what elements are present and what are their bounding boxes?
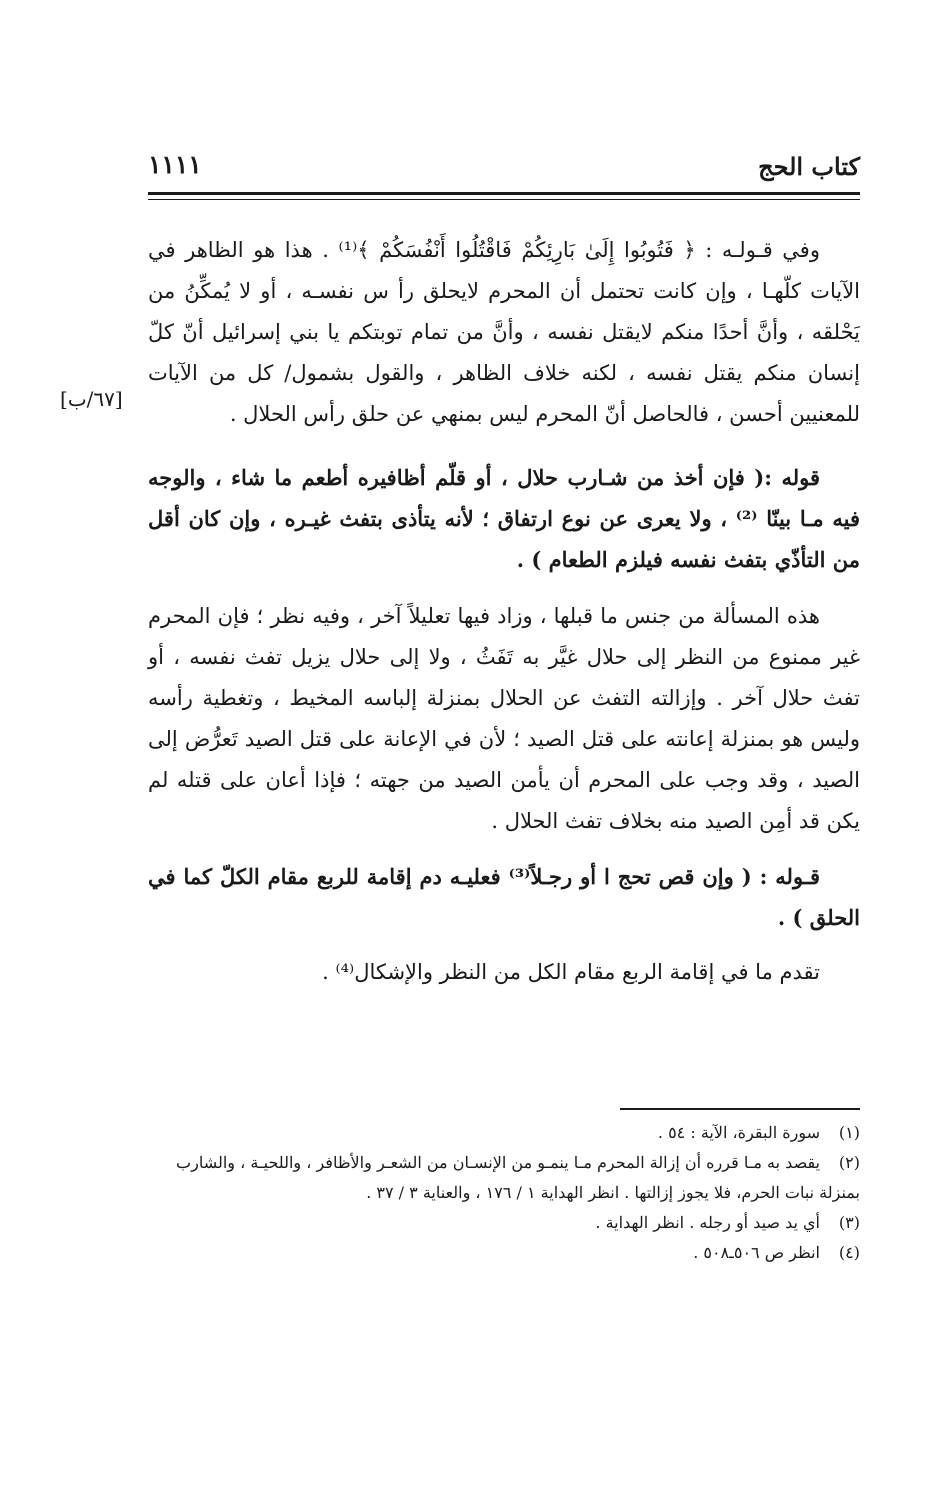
footnote-number: (٢) bbox=[838, 1153, 860, 1172]
paragraph-commentary-1: وفي قـولـه : ﴿ فَتُوبُوا إِلَىٰ بَارِئِكُمْ فَاقْتُلُوا أَنْفُسَكُمْ ﴾⁽¹⁾ . هذا هو الظاهر في الآيات كلّهـا ، وإن كانت تحتمل أن المحرم لايحلق رأ س نفسـه ، أو لا يُمكِّنُ من يَحْلقه ، وأنَّ أحدًا منكم لايقتل نفسه ، وأنَّ من تمام توبتكم يا بني إسرائيل أنّ كلّ إنسان منكم يقتل نفسه ، لكنه خلاف الظاهر ، والقول بشمول/ كل من الآيات للمعنيين أحسن ، فالحاصل أنّ المحرم ليس بمنهي عن حلق رأس الحلال . bbox=[148, 238, 860, 426]
footnote-separator bbox=[620, 1108, 860, 1110]
paragraph-commentary-2: هذه المسألة من جنس ما قبلها ، وزاد فيها تعليلاً آخر ، وفيه نظر ؛ فإن المحرم غير ممنوع من النظر إلى حلال غيَّر به تَفَثُ ، ولا إلى حلال يزيل تفث نفسه ، أو تفث حلال آخر . وإزالته التفث عن الحلال بمنزلة إلباسه المخيط ، وتغطية رأسه وليس هو بمنزلة إعانته على قتل الصيد ؛ لأن في الإعانة على قتل الصيد تَعرُّض إلى الصيد ، وقد وجب على المحرم أن يأمن الصيد من جهته ؛ فإذا أعان على قتله لم يكن قد أمِن الصيد منه بخلاف تفث الحلال . bbox=[148, 604, 860, 833]
footnote-text: أي يد صيد أو رجله . انظر الهداية . bbox=[595, 1213, 820, 1232]
header-rule-thin bbox=[148, 199, 860, 200]
footnote-text: انظر ص ٥٠٦ـ٥٠٨ . bbox=[693, 1243, 820, 1262]
footnote-item bbox=[148, 1118, 860, 1148]
footnote-item bbox=[148, 1148, 860, 1208]
footnotes bbox=[148, 1118, 860, 1268]
folio-margin-note: [٦٧/ب] bbox=[60, 387, 123, 411]
paragraph-quote-2: قـوله : ( وإن قص تحج ا أو رجـلاً⁽³⁾ فعليـه دم إقامة للربع مقام الكلّ كما في الحلق ) . bbox=[148, 864, 860, 930]
paragraph-quote-1: قوله :( فإن أخذ من شـارب حلال ، أو قلّم أظافيره أطعم ما شاء ، والوجه فيه مـا بينّا ⁽²⁾ ، ولا يعرى عن نوع ارتفاق ؛ لأنه يتأذى بتفث غيـره ، وإن كان أقل من التأذّي بتفث نفسه فيلزم الطعام ) . bbox=[148, 465, 860, 572]
footnote-item bbox=[148, 1208, 860, 1238]
footnote-text: يقصد به مـا قرره أن إزالة المحرم مـا ينمـو من الإنسـان من الشعـر والأظافر ، واللحيـة ، والشارب بمنزلة نبات الحرم، فلا يجوز إزالتها . انظر الهداية ١ / ١٧٦ ، والعناية ٣ / ٣٧ . bbox=[176, 1153, 860, 1202]
page-body bbox=[148, 230, 860, 993]
running-title: كتاب الحج bbox=[758, 152, 860, 181]
page-number: ١١١١ bbox=[148, 150, 202, 179]
paragraph-commentary-3: تقدم ما في إقامة الربع مقام الكل من النظر والإشكال⁽⁴⁾ . bbox=[322, 960, 820, 984]
footnote-number: (٣) bbox=[838, 1213, 860, 1232]
page-header bbox=[148, 148, 860, 188]
footnote-number: (٤) bbox=[838, 1243, 860, 1262]
footnote-item bbox=[148, 1238, 860, 1268]
header-rule-thick bbox=[148, 192, 860, 195]
footnote-text: سورة البقرة، الآية : ٥٤ . bbox=[657, 1123, 820, 1142]
footnote-number: (١) bbox=[838, 1123, 860, 1142]
